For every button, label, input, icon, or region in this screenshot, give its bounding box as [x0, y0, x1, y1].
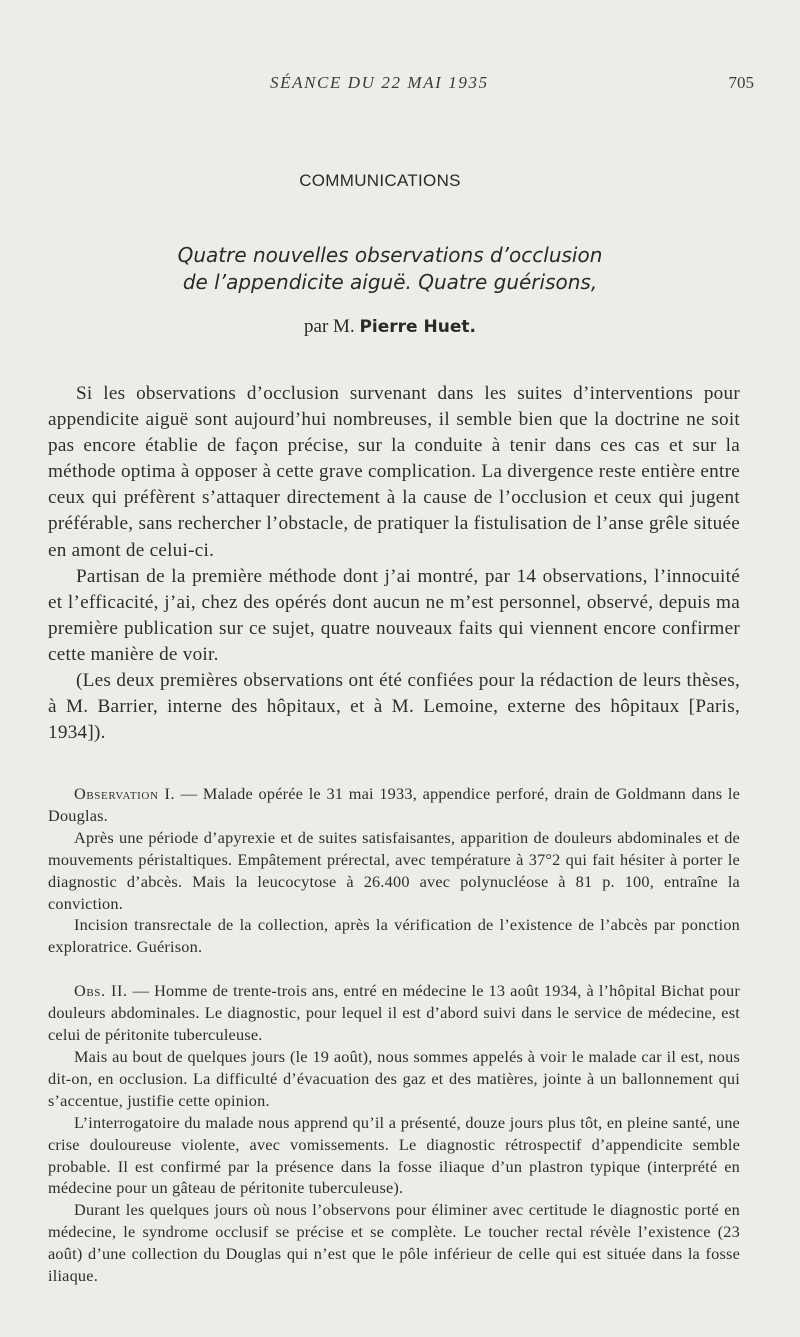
observations-section — [48, 783, 740, 1309]
observation-2-paragraph-3: L’interrogatoire du malade nous apprend qu’il a présenté, douze jours plus tôt, en pleine santé, une crise douloureuse violente, avec vomissements. Le diagnostic rétrospectif d’appendicite semble probable. Il est confirmé par la présence dans la fosse iliaque d’un plastron typique (interprété en médecine pour un gâteau de péritonite tuberculeuse). — [48, 1112, 740, 1198]
byline-prefix: par M. — [304, 316, 355, 337]
observation-1-label: Observation I. — [74, 784, 176, 803]
body-paragraph-3: (Les deux premières observations ont été confiées pour la rédaction de leurs thèses, à M. Barrier, interne des hôpitaux, et à M. Lemoine, externe des hôpitaux [Paris, 1934]). — [48, 670, 740, 744]
page-number: 705 — [728, 73, 754, 92]
observation-2-intro — [48, 980, 740, 1046]
article-title-line-2: de l’appendicite aiguë. Quatre guérisons, — [182, 270, 598, 294]
running-header: SÉANCE DU 22 MAI 1935 — [270, 73, 489, 92]
byline-author: Pierre Huet. — [359, 317, 476, 337]
observation-1-intro — [48, 783, 740, 827]
observation-1 — [48, 783, 740, 958]
observation-2-label: Obs. II. — [74, 981, 128, 1001]
observation-2-paragraph-2: Mais au bout de quelques jours (le 19 août), nous sommes appelés à voir le malade car il est, nous dit-on, en occlusion. La difficulté d’évacuation des gaz et des matières, jointe à un ballonnement qui s’accentue, justifie cette opinion. — [48, 1046, 740, 1110]
observation-1-paragraph-2: Après une période d’apyrexie et de suites satisfaisantes, apparition de douleurs abdominales et de mouvements péristaltiques. Empâtement prérectal, avec température à 37°2 qui fait hésiter à porter le diagnostic d’abcès. Mais la leucocytose à 26.400 avec polynucléose à 81 p. 100, entraîne la conviction. — [48, 827, 740, 913]
article-title — [0, 242, 780, 296]
observation-2-text: — Homme de trente-trois ans, entré en médecine le 13 août 1934, à l’hôpital Bichat pour douleurs abdominales. Le diagnostic, pour lequel il est d’abord suivi dans le service de médecine, est celui de péritonite tuberculeuse. — [48, 981, 740, 1045]
body-paragraph-2: Partisan de la première méthode dont j’ai montré, par 14 observations, l’innocuité et l’efficacité, j’ai, chez des opérés dont aucun ne m’est personnel, observé, depuis ma première publication sur ce sujet, quatre nouveaux faits qui viennent encore confirmer cette manière de voir. — [48, 565, 740, 665]
article-title-line-1: Quatre nouvelles observations d’occlusion — [177, 243, 603, 267]
body-text — [48, 381, 740, 746]
observation-1-text: — Malade opérée le 31 mai 1933, appendice perforé, drain de Goldmann dans le Douglas. — [48, 784, 740, 825]
observation-2-paragraph-4: Durant les quelques jours où nous l’observons pour éliminer avec certitude le diagnostic porté en médecine, le syndrome occlusif se précise et se complète. Le toucher rectal révèle l’existence (23 août) d’une collection du Douglas qui n’est que le pôle inférieur de celle qui est située dans la fosse iliaque. — [48, 1200, 740, 1286]
observation-1-paragraph-3: Incision transrectale de la collection, après la vérification de l’existence de l’abcès par ponction exploratrice. Guérison. — [48, 915, 740, 957]
byline — [0, 316, 780, 338]
observation-2 — [48, 980, 740, 1287]
body-paragraph-1: Si les observations d’occlusion survenant dans les suites d’interventions pour appendicite aiguë sont aujourd’hui nombreuses, il semble bien que la doctrine ne soit pas encore établie de façon précise, sur la conduite à tenir dans ces cas et sur la méthode optima à opposer à cette grave complication. La divergence reste entière entre ceux qui préfèrent s’attaquer directement à la cause de l’occlusion et ceux qui jugent préférable, sans rechercher l’obstacle, de pratiquer la fistulisation de l’anse grêle située en amont de celui-ci. — [48, 383, 740, 561]
section-heading: COMMUNICATIONS — [299, 171, 461, 190]
